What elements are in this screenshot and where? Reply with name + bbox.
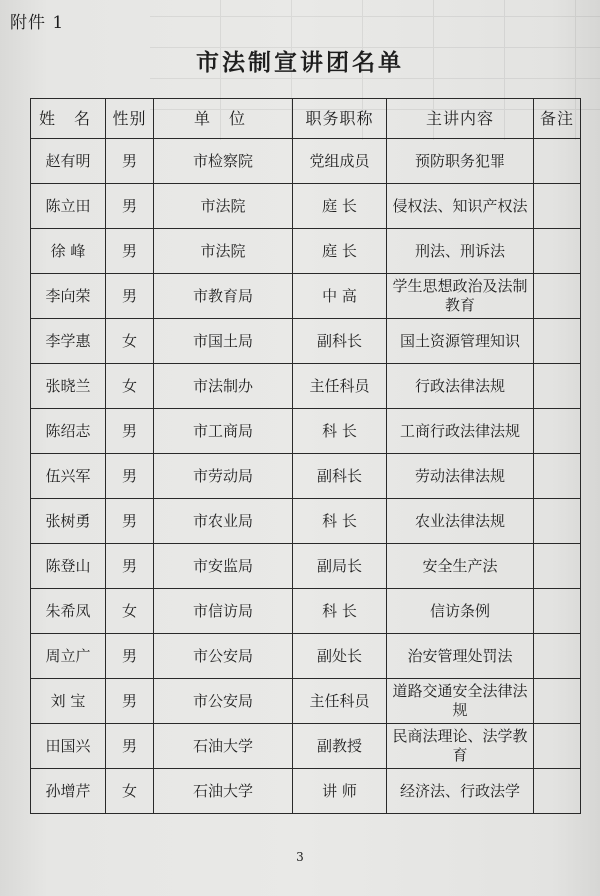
cell-name: 张树勇 [31,499,106,544]
cell-note [534,409,581,454]
cell-gender: 男 [106,679,154,724]
table-row [31,409,581,454]
table-row [31,364,581,409]
cell-title: 党组成员 [293,139,387,184]
cell-note [534,454,581,499]
cell-title: 科 长 [293,409,387,454]
cell-topic: 安全生产法 [387,544,534,589]
table-row [31,679,581,724]
cell-topic: 预防职务犯罪 [387,139,534,184]
cell-name: 朱希凤 [31,589,106,634]
cell-title: 科 长 [293,499,387,544]
cell-title: 庭 长 [293,229,387,274]
table-row [31,139,581,184]
cell-title: 主任科员 [293,364,387,409]
cell-topic: 经济法、行政法学 [387,769,534,814]
cell-gender: 男 [106,229,154,274]
cell-gender: 男 [106,184,154,229]
cell-gender: 男 [106,454,154,499]
cell-title: 庭 长 [293,184,387,229]
cell-unit: 市教育局 [154,274,293,319]
cell-gender: 男 [106,544,154,589]
cell-gender: 男 [106,499,154,544]
cell-topic: 农业法律法规 [387,499,534,544]
cell-topic: 学生思想政治及法制教育 [387,274,534,319]
cell-gender: 男 [106,139,154,184]
cell-title: 副科长 [293,454,387,499]
cell-gender: 男 [106,274,154,319]
attachment-label: 附件 1 [10,13,65,33]
table-row [31,454,581,499]
cell-unit: 市法制办 [154,364,293,409]
table-row [31,769,581,814]
table-row [31,319,581,364]
cell-title: 科 长 [293,589,387,634]
cell-title: 主任科员 [293,679,387,724]
cell-topic: 劳动法律法规 [387,454,534,499]
cell-note [534,679,581,724]
cell-topic: 民商法理论、法学教育 [387,724,534,769]
cell-gender: 男 [106,409,154,454]
cell-unit: 市公安局 [154,634,293,679]
cell-topic: 信访条例 [387,589,534,634]
cell-note [534,769,581,814]
cell-title: 副处长 [293,634,387,679]
table-row [31,184,581,229]
cell-note [534,724,581,769]
table-row [31,724,581,769]
table-row [31,229,581,274]
cell-topic: 治安管理处罚法 [387,634,534,679]
cell-gender: 女 [106,769,154,814]
cell-unit: 市工商局 [154,409,293,454]
cell-gender: 男 [106,634,154,679]
cell-name: 刘 宝 [31,679,106,724]
cell-gender: 男 [106,724,154,769]
cell-title: 讲 师 [293,769,387,814]
table-row [31,544,581,589]
cell-unit: 市农业局 [154,499,293,544]
table-body [31,139,581,814]
cell-unit: 市公安局 [154,679,293,724]
cell-gender: 女 [106,319,154,364]
cell-note [534,634,581,679]
header-name: 姓 名 [31,99,106,139]
cell-name: 赵有明 [31,139,106,184]
cell-name: 徐 峰 [31,229,106,274]
roster-table [30,98,581,814]
cell-unit: 市信访局 [154,589,293,634]
cell-name: 陈绍志 [31,409,106,454]
cell-unit: 石油大学 [154,769,293,814]
page-number: 3 [296,850,304,864]
cell-gender: 女 [106,364,154,409]
cell-note [534,184,581,229]
cell-note [534,319,581,364]
cell-name: 孙增芹 [31,769,106,814]
table-row [31,499,581,544]
cell-title: 副局长 [293,544,387,589]
cell-name: 陈登山 [31,544,106,589]
cell-name: 陈立田 [31,184,106,229]
cell-topic: 侵权法、知识产权法 [387,184,534,229]
cell-unit: 市劳动局 [154,454,293,499]
cell-topic: 工商行政法律法规 [387,409,534,454]
cell-unit: 市法院 [154,229,293,274]
cell-name: 田国兴 [31,724,106,769]
table-header-row [31,99,581,139]
cell-title: 中 高 [293,274,387,319]
cell-title: 副教授 [293,724,387,769]
cell-unit: 市安监局 [154,544,293,589]
cell-name: 李学惠 [31,319,106,364]
cell-name: 周立广 [31,634,106,679]
header-gender: 性别 [106,99,154,139]
cell-name: 伍兴军 [31,454,106,499]
cell-title: 副科长 [293,319,387,364]
cell-unit: 市检察院 [154,139,293,184]
cell-topic: 刑法、刑诉法 [387,229,534,274]
table-row [31,634,581,679]
cell-note [534,589,581,634]
cell-topic: 行政法律法规 [387,364,534,409]
cell-topic: 国土资源管理知识 [387,319,534,364]
header-topic: 主讲内容 [387,99,534,139]
cell-topic: 道路交通安全法律法规 [387,679,534,724]
cell-unit: 市法院 [154,184,293,229]
document-title: 市法制宣讲团名单 [196,50,404,76]
table-row [31,589,581,634]
cell-gender: 女 [106,589,154,634]
cell-unit: 市国土局 [154,319,293,364]
cell-name: 李向荣 [31,274,106,319]
cell-note [534,499,581,544]
header-note: 备注 [534,99,581,139]
cell-note [534,364,581,409]
cell-unit: 石油大学 [154,724,293,769]
cell-note [534,544,581,589]
cell-note [534,274,581,319]
cell-name: 张晓兰 [31,364,106,409]
header-unit: 单 位 [154,99,293,139]
table-row [31,274,581,319]
header-title: 职务职称 [293,99,387,139]
cell-note [534,229,581,274]
cell-note [534,139,581,184]
